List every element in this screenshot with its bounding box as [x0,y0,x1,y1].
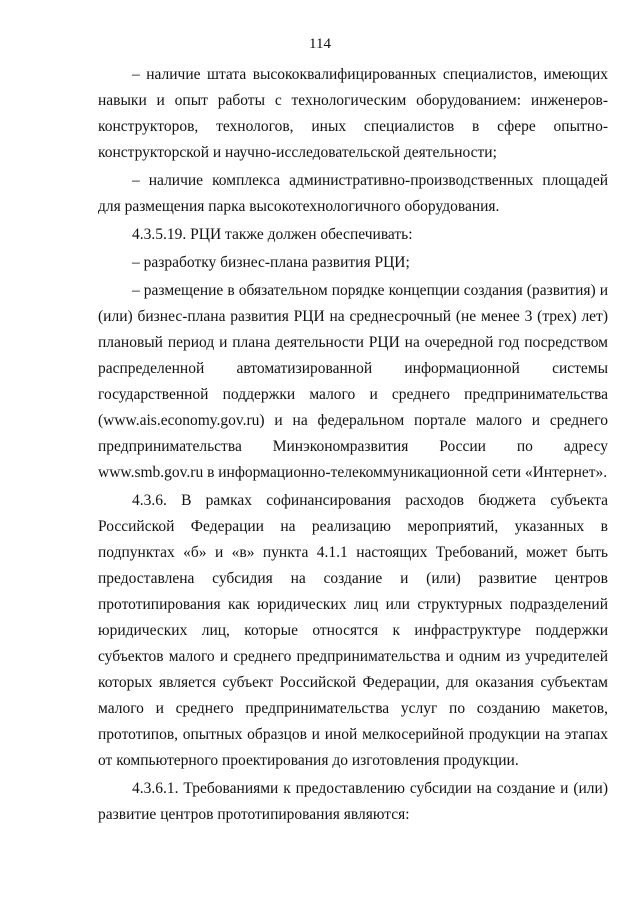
paragraph-business-plan: – разработку бизнес-плана развития РЦИ; [132,254,410,271]
paragraph-section-4-3-6: 4.3.6. В рамках софинансирования расходов бюджета субъекта Российской Федерации на реализацию мероприятий, указанных в подпунктах «б» и «в» пункта 4.1.1 настоящих Требований, может быть предоставлена субсидия на создание и (или) развитие центров прототипирования как юридических лиц или структурных подразделений юридических лиц, которые относятся к инфраструктуре поддержки субъектов малого и среднего предпринимательства и одним из учредителей которых является субъект Российской Федерации, для оказания субъектам малого и среднего предпринимательства услуг по созданию макетов, прототипов, опытных образцов и иной мелкосерийной продукции на этапах от компьютерного проектирования до изготовления продукции. [98,492,608,769]
document-body [98,62,608,830]
paragraph-publication-requirement: – размещение в обязательном порядке концепции создания (развития) и (или) бизнес-плана развития РЦИ на среднесрочный (не менее 3 (трех) лет) плановый период и плана деятельности РЦИ на очередной год посредством распределенной автоматизированной информационной системы государственной поддержки малого и среднего предпринимательства (www.ais.economy.gov.ru) и на федеральном портале малого и среднего предпринимательства Минэкономразвития России по адресу www.smb.gov.ru в информационно-телекоммуникационной сети «Интернет». [98,282,608,481]
paragraph-staff-requirement: – наличие штата высококвалифицированных специалистов, имеющих навыки и опыт работы с технологическим оборудованием: инженеров-конструкторов, технологов, иных специалистов в сфере опытно-конструкторской и научно-исследовательской деятельности; [98,66,608,161]
page-number: 114 [309,36,331,52]
paragraph-facilities-requirement: – наличие комплекса административно-производственных площадей для размещения парка высокотехнологичного оборудования. [98,172,608,215]
paragraph-section-4-3-6-1: 4.3.6.1. Требованиями к предоставлению субсидии на создание и (или) развитие центров прототипирования являются: [98,780,608,823]
paragraph-section-4-3-5-19: 4.3.5.19. РЦИ также должен обеспечивать: [132,226,413,243]
